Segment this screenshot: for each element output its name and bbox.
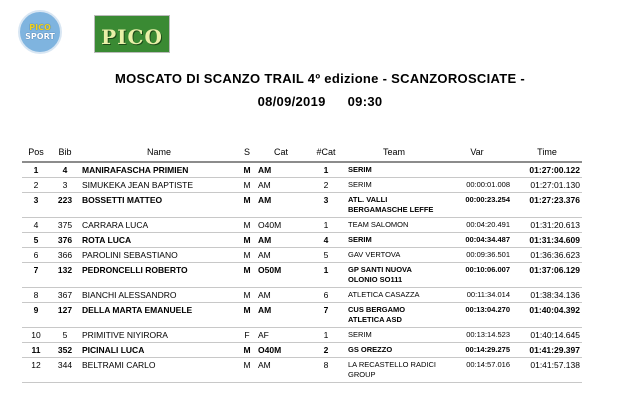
cell-pos: 4 — [22, 218, 50, 233]
cell-time: 01:40:14.645 — [512, 328, 582, 343]
cell-team: CUS BERGAMO ATLETICA ASD — [346, 303, 442, 328]
cell-time: 01:41:57.138 — [512, 358, 582, 383]
cell-time: 01:37:06.129 — [512, 263, 582, 288]
col-header-bib: Bib — [50, 143, 80, 162]
cell-var: 00:14:57.016 — [442, 358, 512, 383]
col-header-catpos: #Cat — [306, 143, 346, 162]
table-row — [22, 343, 582, 358]
cell-sex: M — [238, 343, 256, 358]
table-row — [22, 263, 582, 288]
cell-var: 00:00:01.008 — [442, 178, 512, 193]
cell-bib: 4 — [50, 162, 80, 178]
cell-bib: 367 — [50, 288, 80, 303]
cell-pos: 6 — [22, 248, 50, 263]
cell-team: LA RECASTELLO RADICI GROUP — [346, 358, 442, 383]
cell-sex: F — [238, 328, 256, 343]
pico-logo — [94, 15, 170, 53]
cell-cat: AM — [256, 288, 306, 303]
cell-time: 01:31:34.609 — [512, 233, 582, 248]
cell-time: 01:27:01.130 — [512, 178, 582, 193]
cell-var: 00:04:34.487 — [442, 233, 512, 248]
col-header-cat: Cat — [256, 143, 306, 162]
cell-sex: M — [238, 248, 256, 263]
cell-bib: 366 — [50, 248, 80, 263]
cell-sex: M — [238, 193, 256, 218]
cell-team: GS OREZZO — [346, 343, 442, 358]
cell-var: 00:14:29.275 — [442, 343, 512, 358]
table-row — [22, 288, 582, 303]
cell-pos: 7 — [22, 263, 50, 288]
cell-time: 01:41:29.397 — [512, 343, 582, 358]
cell-name: BELTRAMI CARLO — [80, 358, 238, 383]
cell-catpos: 8 — [306, 358, 346, 383]
cell-time: 01:40:04.392 — [512, 303, 582, 328]
cell-team: TEAM SALOMON — [346, 218, 442, 233]
col-header-name: Name — [80, 143, 238, 162]
cell-var: 00:00:23.254 — [442, 193, 512, 218]
cell-cat: O40M — [256, 343, 306, 358]
table-row — [22, 358, 582, 383]
col-header-var: Var — [442, 143, 512, 162]
cell-sex: M — [238, 178, 256, 193]
cell-team: ATL. VALLI BERGAMASCHE LEFFE — [346, 193, 442, 218]
cell-team: GAV VERTOVA — [346, 248, 442, 263]
cell-sex: M — [238, 288, 256, 303]
cell-pos: 10 — [22, 328, 50, 343]
col-header-pos: Pos — [22, 143, 50, 162]
cell-cat: AM — [256, 358, 306, 383]
cell-catpos: 3 — [306, 193, 346, 218]
cell-sex: M — [238, 358, 256, 383]
logo-left-line1: PICO — [29, 23, 51, 32]
cell-name: PICINALI LUCA — [80, 343, 238, 358]
results-table — [22, 143, 582, 383]
event-time: 09:30 — [347, 94, 383, 109]
cell-sex: M — [238, 233, 256, 248]
table-row — [22, 328, 582, 343]
cell-var: 00:13:04.270 — [442, 303, 512, 328]
cell-cat: AM — [256, 162, 306, 178]
cell-cat: AM — [256, 303, 306, 328]
event-datetime — [0, 94, 640, 109]
cell-pos: 1 — [22, 162, 50, 178]
cell-cat: O40M — [256, 218, 306, 233]
cell-catpos: 7 — [306, 303, 346, 328]
cell-var — [442, 162, 512, 178]
table-row — [22, 178, 582, 193]
cell-cat: AM — [256, 248, 306, 263]
cell-name: SIMUKEKA JEAN BAPTISTE — [80, 178, 238, 193]
cell-catpos: 1 — [306, 328, 346, 343]
cell-name: PAROLINI SEBASTIANO — [80, 248, 238, 263]
cell-team: SERIM — [346, 328, 442, 343]
cell-sex: M — [238, 263, 256, 288]
col-header-sex: S — [238, 143, 256, 162]
cell-catpos: 2 — [306, 178, 346, 193]
cell-team: SERIM — [346, 233, 442, 248]
cell-name: ROTA LUCA — [80, 233, 238, 248]
cell-bib: 376 — [50, 233, 80, 248]
cell-pos: 11 — [22, 343, 50, 358]
cell-team: GP SANTI NUOVA OLONIO SO111 — [346, 263, 442, 288]
header-row — [22, 143, 582, 162]
cell-bib: 127 — [50, 303, 80, 328]
logo-right-text: PICO — [101, 25, 163, 49]
cell-cat: AM — [256, 193, 306, 218]
cell-bib: 352 — [50, 343, 80, 358]
cell-pos: 8 — [22, 288, 50, 303]
cell-bib: 5 — [50, 328, 80, 343]
cell-time: 01:38:34.136 — [512, 288, 582, 303]
cell-name: CARRARA LUCA — [80, 218, 238, 233]
cell-name: MANIRAFASCHA PRIMIEN — [80, 162, 238, 178]
cell-var: 00:10:06.007 — [442, 263, 512, 288]
cell-bib: 223 — [50, 193, 80, 218]
cell-name: BOSSETTI MATTEO — [80, 193, 238, 218]
cell-name: PRIMITIVE NIYIRORA — [80, 328, 238, 343]
table-row — [22, 162, 582, 178]
cell-catpos: 6 — [306, 288, 346, 303]
cell-catpos: 1 — [306, 162, 346, 178]
cell-var: 00:04:20.491 — [442, 218, 512, 233]
cell-name: BIANCHI ALESSANDRO — [80, 288, 238, 303]
cell-catpos: 5 — [306, 248, 346, 263]
table-row — [22, 248, 582, 263]
pico-sport-logo — [18, 10, 62, 54]
cell-bib: 375 — [50, 218, 80, 233]
cell-catpos: 2 — [306, 343, 346, 358]
cell-cat: O50M — [256, 263, 306, 288]
table-row — [22, 233, 582, 248]
logo-left-line2: SPORT — [25, 32, 55, 41]
table-row — [22, 303, 582, 328]
cell-bib: 3 — [50, 178, 80, 193]
cell-bib: 344 — [50, 358, 80, 383]
cell-cat: AM — [256, 178, 306, 193]
table-row — [22, 193, 582, 218]
cell-catpos: 4 — [306, 233, 346, 248]
page-title: MOSCATO DI SCANZO TRAIL 4º edizione - SCANZOROSCIATE - — [115, 71, 525, 86]
cell-sex: M — [238, 303, 256, 328]
cell-time: 01:36:36.623 — [512, 248, 582, 263]
cell-var: 00:13:14.523 — [442, 328, 512, 343]
cell-sex: M — [238, 218, 256, 233]
cell-pos: 9 — [22, 303, 50, 328]
cell-var: 00:09:36.501 — [442, 248, 512, 263]
cell-team: ATLETICA CASAZZA — [346, 288, 442, 303]
event-date: 08/09/2019 — [257, 94, 326, 109]
col-header-team: Team — [346, 143, 442, 162]
cell-sex: M — [238, 162, 256, 178]
cell-cat: AM — [256, 233, 306, 248]
cell-cat: AF — [256, 328, 306, 343]
cell-time: 01:27:23.376 — [512, 193, 582, 218]
cell-var: 00:11:34.014 — [442, 288, 512, 303]
cell-pos: 2 — [22, 178, 50, 193]
cell-bib: 132 — [50, 263, 80, 288]
cell-team: SERIM — [346, 178, 442, 193]
cell-time: 01:31:20.613 — [512, 218, 582, 233]
col-header-time: Time — [512, 143, 582, 162]
cell-team: SERIM — [346, 162, 442, 178]
table-row — [22, 218, 582, 233]
cell-name: PEDRONCELLI ROBERTO — [80, 263, 238, 288]
cell-name: DELLA MARTA EMANUELE — [80, 303, 238, 328]
cell-time: 01:27:00.122 — [512, 162, 582, 178]
cell-pos: 5 — [22, 233, 50, 248]
cell-pos: 12 — [22, 358, 50, 383]
cell-catpos: 1 — [306, 218, 346, 233]
cell-catpos: 1 — [306, 263, 346, 288]
cell-pos: 3 — [22, 193, 50, 218]
